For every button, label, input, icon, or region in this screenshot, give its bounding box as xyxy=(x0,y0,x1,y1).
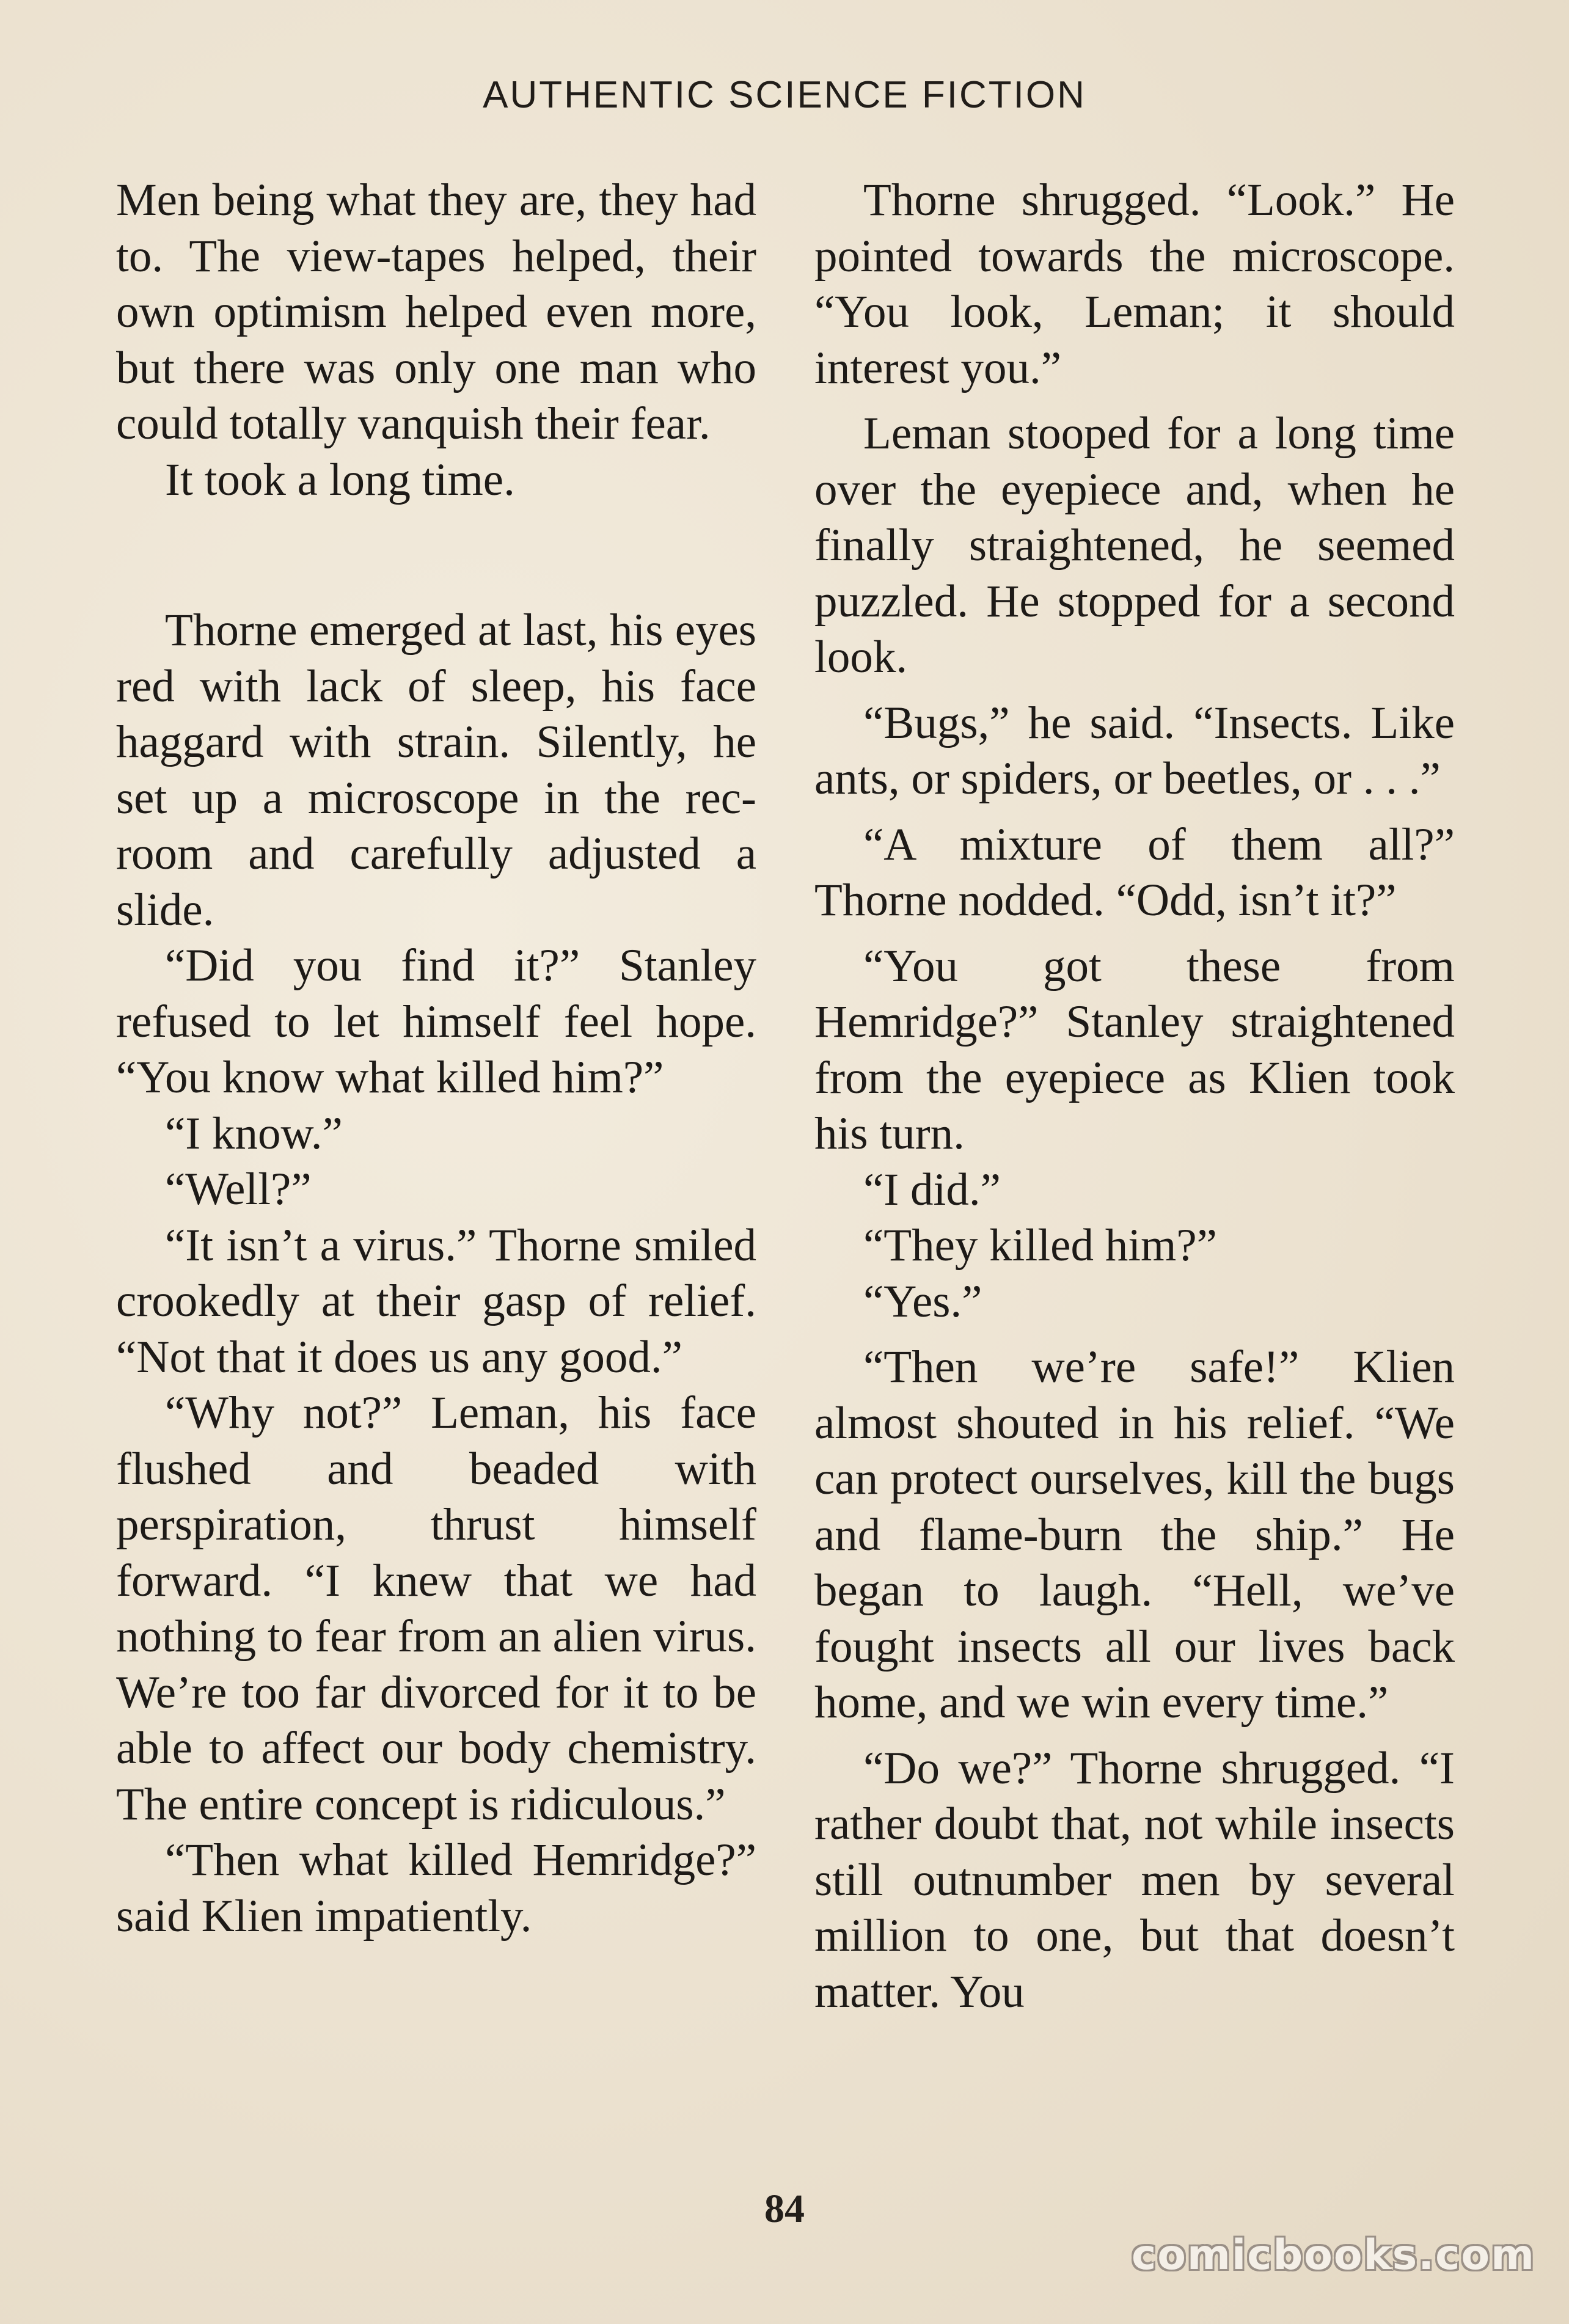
paragraph: “Did you find it?” Stanley refused to let himself feel hope. “You know what killed him?” xyxy=(116,940,756,1103)
paragraph: Thorne emerged at last, his eyes red with lack of sleep, his face haggard with strain. Silently, he set up a microscope in the rec-room and carefully adjusted a slide. xyxy=(116,605,756,935)
paragraph: “Yes.” xyxy=(863,1276,982,1327)
watermark: comicbooks.com xyxy=(1131,2231,1535,2279)
paragraph: “Bugs,” he said. “Insects. Like ants, or spiders, or beetles, or . . .” xyxy=(814,697,1455,804)
paragraph: “They killed him?” xyxy=(863,1220,1217,1271)
paragraph: “I did.” xyxy=(863,1164,1001,1215)
paragraph: “Then what killed Hemridge?” said Klien impatiently. xyxy=(116,1835,756,1942)
paragraph: “You got these from Hemridge?” Stanley straightened from the eyepiece as Klien took his turn. xyxy=(814,940,1455,1159)
right-text-column xyxy=(814,172,1455,2020)
left-text-column xyxy=(116,172,756,1944)
paragraph: “A mixture of them all?” Thorne nodded. “Odd, isn’t it?” xyxy=(814,819,1455,926)
paragraph: “Do we?” Thorne shrugged. “I rather doubt that, not while insects still outnumber men by several million to one, but that doesn’t matter. You xyxy=(814,1742,1455,2017)
paragraph: Thorne shrugged. “Look.” He pointed towards the microscope. “You look, Leman; it should interest you.” xyxy=(814,175,1455,393)
paragraph: It took a long time. xyxy=(165,454,515,505)
running-header: AUTHENTIC SCIENCE FICTION xyxy=(483,74,1086,116)
paragraph: “Then we’re safe!” Klien almost shouted in his relief. “We can protect ourselves, kill the bugs and flame-burn the ship.” He began to laugh. “Hell, we’ve fought insects all our lives back home, and we win every time.” xyxy=(814,1342,1455,1728)
paragraph: “Why not?” Leman, his face flushed and beaded with perspiration, thrust himself forward. “I knew that we had nothing to fear from an alien virus. We’re too far divorced for it to be able to affect our body chemistry. The entire concept is ridiculous.” xyxy=(116,1387,756,1830)
paragraph: “Well?” xyxy=(165,1164,312,1215)
paragraph: Men being what they are, they had to. The view-tapes helped, their own optimism helped even more, but there was only one man who could totally vanquish their fear. xyxy=(116,175,756,449)
paragraph: “It isn’t a virus.” Thorne smiled crookedly at their gasp of relief. “Not that it does us any good.” xyxy=(116,1219,756,1383)
paragraph: “I know.” xyxy=(165,1108,343,1159)
paragraph: Leman stooped for a long time over the eyepiece and, when he finally straightened, he seemed puzzled. He stopped for a second look. xyxy=(814,408,1455,682)
page-number: 84 xyxy=(764,2187,805,2231)
